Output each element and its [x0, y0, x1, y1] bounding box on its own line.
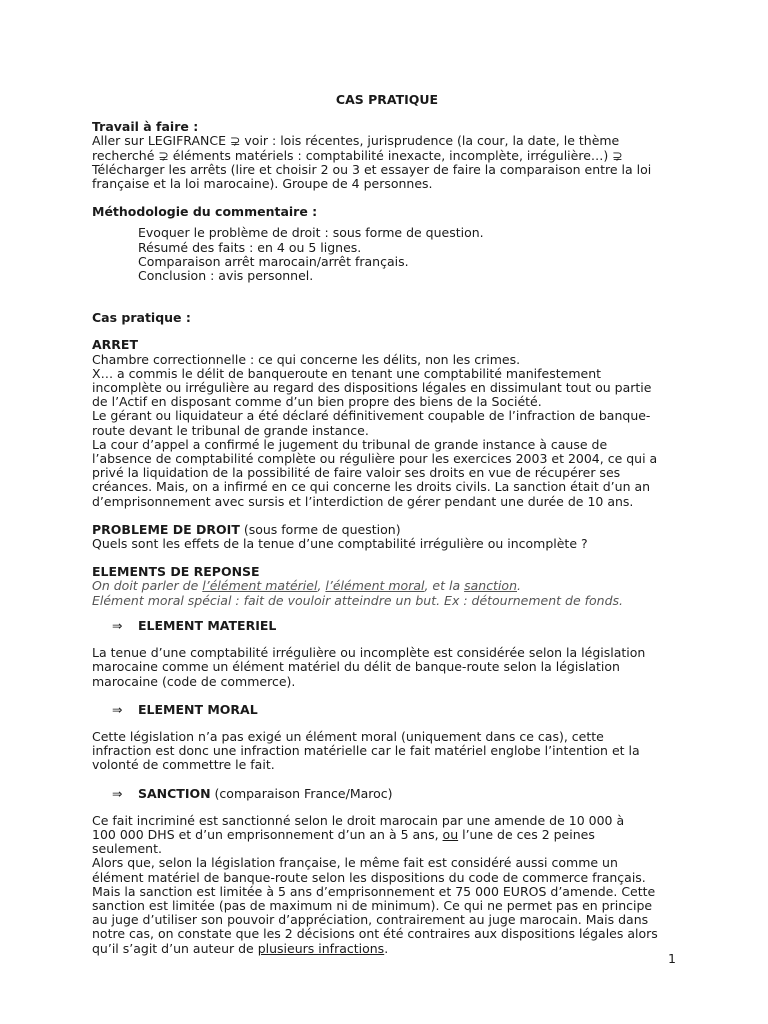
document-title: CAS PRATIQUE — [335, 92, 439, 107]
elements-section — [92, 565, 682, 608]
materiel-line: La tenue d’une comptabilité irrégulière ou incomplète est considérée selon la législation — [92, 645, 646, 661]
elements-heading: ELEMENTS DE REPONSE — [92, 564, 260, 580]
note-text: . — [517, 578, 521, 594]
probleme-heading-line — [92, 523, 682, 537]
materiel-heading: ELEMENT MATERIEL — [138, 617, 277, 633]
travail-line: Télécharger les arrêts (lire et choisir 2 ou 3 et essayer de faire la comparaison entre la loi — [92, 161, 652, 177]
materiel-line: marocaine comme un élément matériel du délit de banque-route selon la législation — [92, 659, 620, 675]
sanction-text: qu’il s’agit d’un auteur de — [92, 940, 258, 956]
arret-line: l’absence de comptabilité complète ou régulière pour les exercices 2003 et 2004, ce qui a — [92, 451, 658, 467]
note-underlined: l’élément matériel — [202, 578, 318, 594]
methodo-section — [92, 205, 682, 283]
arret-line: route devant le tribunal de grande instance. — [92, 422, 369, 438]
travail-line: Aller sur LEGIFRANCE ⊋ voir : lois récentes, jurisprudence (la cour, la date, le thème — [92, 133, 620, 149]
sanction-underlined: ou — [442, 826, 459, 842]
arrow-icon: ⇒ — [112, 785, 123, 801]
materiel-section — [92, 646, 682, 689]
note-text: On doit parler de — [92, 578, 203, 594]
sanction-section — [92, 814, 682, 956]
note-text: , et la — [424, 578, 465, 594]
moral-heading-line — [112, 703, 682, 717]
arrow-icon: ⇒ — [112, 701, 123, 717]
sanction-text: 100 000 DHS et d’un emprisonnement d’un an à 5 ans, — [92, 826, 443, 842]
sanction-line: Mais la sanction est limitée à 5 ans d’emprisonnement et 75 000 EUROS d’amende. Cette — [92, 883, 656, 899]
sanction-text: . — [384, 940, 389, 956]
sanction-heading: SANCTION — [138, 785, 211, 801]
methodo-item: Résumé des faits : en 4 ou 5 lignes. — [138, 239, 362, 255]
arret-line: de l’Actif en disposant comme d’un bien propre des biens de la Société. — [92, 394, 542, 410]
travail-heading: Travail à faire : — [92, 119, 199, 135]
note-underlined: l’élément moral — [325, 578, 425, 594]
sanction-line: Ce fait incriminé est sanctionné selon le droit marocain par une amende de 10 000 à — [92, 812, 625, 828]
materiel-heading-line — [112, 619, 682, 633]
arret-line: privé la liquidation de la possibilité de faire valoir ses droits en vue de récupérer ses — [92, 465, 621, 481]
note-underlined: sanction — [464, 578, 518, 594]
arret-line: X… a commis le délit de banqueroute en tenant une comptabilité manifestement — [92, 365, 602, 381]
sanction-heading-line — [112, 787, 682, 801]
probleme-subtitle: (sous forme de question) — [239, 521, 401, 537]
moral-heading: ELEMENT MORAL — [138, 701, 258, 717]
arret-line: d’emprisonnement avec sursis et l’interdiction de gérer pendant une durée de 10 ans. — [92, 493, 634, 509]
travail-line: française et la loi marocaine). Groupe de 4 personnes. — [92, 176, 433, 192]
elements-note — [92, 579, 682, 593]
elements-note-2: Elément moral spécial : fait de vouloir atteindre un but. Ex : détournement de fonds. — [92, 592, 624, 608]
methodo-item: Conclusion : avis personnel. — [138, 268, 314, 284]
sanction-line: au juge d’utiliser son pouvoir d’appréciation, contrairement au juge marocain. Mais dans — [92, 912, 649, 928]
document-page — [92, 93, 682, 956]
sanction-line — [92, 828, 682, 842]
probleme-question: Quels sont les effets de la tenue d’une comptabilité irrégulière ou incomplète ? — [92, 536, 588, 552]
sanction-line: sanction est limitée (pas de maximum ni de minimum). Ce qui ne permet pas en principe — [92, 897, 653, 913]
moral-line: volonté de commettre le fait. — [92, 757, 275, 773]
arret-heading: ARRET — [92, 337, 138, 353]
arret-line: La cour d’appel a confirmé le jugement du tribunal de grande instance à cause de — [92, 436, 608, 452]
sanction-text: l’une de ces 2 peines — [458, 826, 595, 842]
sanction-line — [92, 942, 682, 956]
page-number: 1 — [668, 951, 676, 966]
sanction-line: Alors que, selon la législation française, le même fait est considéré aussi comme un — [92, 855, 618, 871]
moral-section — [92, 730, 682, 773]
arret-line: incomplète ou irrégulière au regard des dispositions légales en dissimulant tout ou partie — [92, 380, 652, 396]
methodo-heading: Méthodologie du commentaire : — [92, 204, 318, 220]
sanction-line: seulement. — [92, 841, 162, 857]
sanction-line: notre cas, on constate que les 2 décisions ont été contraires aux dispositions légales alors — [92, 926, 658, 942]
note-text: , — [317, 578, 326, 594]
sanction-subtitle: (comparaison France/Maroc) — [210, 785, 393, 801]
travail-line: recherché ⊋ éléments matériels : comptabilité inexacte, incomplète, irrégulière…) ⊋ — [92, 147, 623, 163]
moral-line: infraction est donc une infraction matérielle car le fait matériel englobe l’intention et la — [92, 743, 640, 759]
travail-section — [92, 120, 682, 191]
probleme-heading: PROBLEME DE DROIT — [92, 521, 240, 537]
sanction-line: élément matériel de banque-route selon les dispositions du code de commerce français. — [92, 869, 646, 885]
arret-section — [92, 338, 682, 508]
methodo-item: Evoquer le problème de droit : sous forme de question. — [138, 225, 484, 241]
cas-heading: Cas pratique : — [92, 310, 191, 326]
sanction-underlined: plusieurs infractions — [257, 940, 385, 956]
arrow-icon: ⇒ — [112, 617, 123, 633]
arret-line: Chambre correctionnelle : ce qui concerne les délits, non les crimes. — [92, 351, 521, 367]
moral-line: Cette législation n’a pas exigé un élément moral (uniquement dans ce cas), cette — [92, 728, 604, 744]
arret-line: Le gérant ou liquidateur a été déclaré définitivement coupable de l’infraction de banque- — [92, 408, 651, 424]
methodo-item: Comparaison arrêt marocain/arrêt français. — [138, 253, 409, 269]
materiel-line: marocaine (code de commerce). — [92, 673, 296, 689]
arret-line: créances. Mais, on a infirmé en ce qui concerne les droits civils. La sanction était d’un an — [92, 479, 651, 495]
probleme-section — [92, 523, 682, 551]
